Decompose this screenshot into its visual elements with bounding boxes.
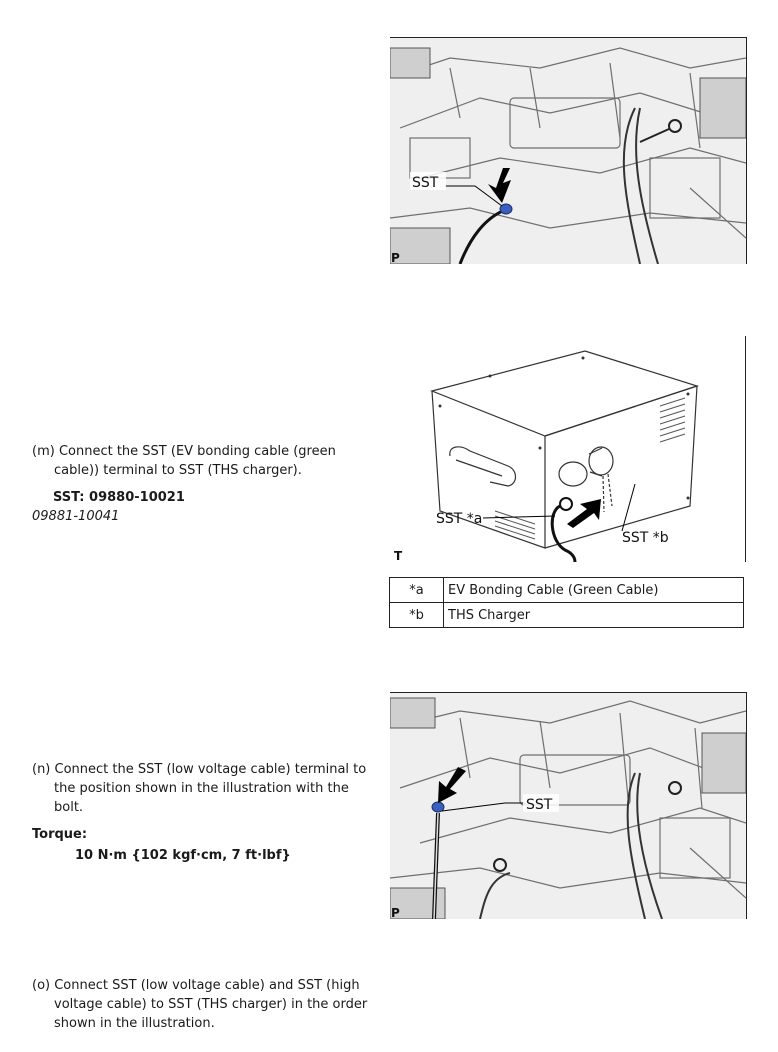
- table-row: [390, 578, 744, 603]
- legend-key: *b: [390, 603, 444, 628]
- illustration-sst-low-voltage-cable-bolt: [390, 692, 747, 919]
- sst-a-callout-label: SST *a: [436, 511, 483, 527]
- step-m: [32, 442, 377, 526]
- step-n-text: (n) Connect the SST (low voltage cable) terminal to the position shown in the illustration with the bolt.: [32, 762, 367, 815]
- step-n: [32, 760, 377, 865]
- step-o: [32, 976, 377, 1033]
- step-m-alt-part: 09881-10041: [32, 509, 120, 524]
- corner-mark: P: [391, 906, 400, 919]
- torque-label: Torque:: [32, 827, 88, 842]
- illustration-ths-charger: [390, 336, 746, 568]
- step-m-sst: SST: 09880-10021: [53, 490, 185, 505]
- sst-callout-label: SST: [412, 175, 439, 191]
- table-row: [390, 603, 744, 628]
- torque-value: 10 N·m {102 kgf·cm, 7 ft·lbf}: [75, 848, 291, 863]
- sst-callout-label: SST: [526, 797, 553, 813]
- legend-table: [389, 577, 744, 628]
- step-o-text: (o) Connect SST (low voltage cable) and SST (high voltage cable) to SST (THS charger) in the order shown in the illustration.: [32, 978, 368, 1031]
- illustration-sst-bonding-cable-bolt: [390, 37, 747, 264]
- sst-b-callout-label: SST *b: [622, 530, 669, 546]
- step-m-text: (m) Connect the SST (EV bonding cable (green cable)) terminal to SST (THS charger).: [32, 444, 336, 478]
- legend-value: EV Bonding Cable (Green Cable): [444, 578, 744, 603]
- corner-mark: T: [394, 549, 403, 563]
- legend-value: THS Charger: [444, 603, 744, 628]
- corner-mark: P: [391, 251, 400, 264]
- legend-key: *a: [390, 578, 444, 603]
